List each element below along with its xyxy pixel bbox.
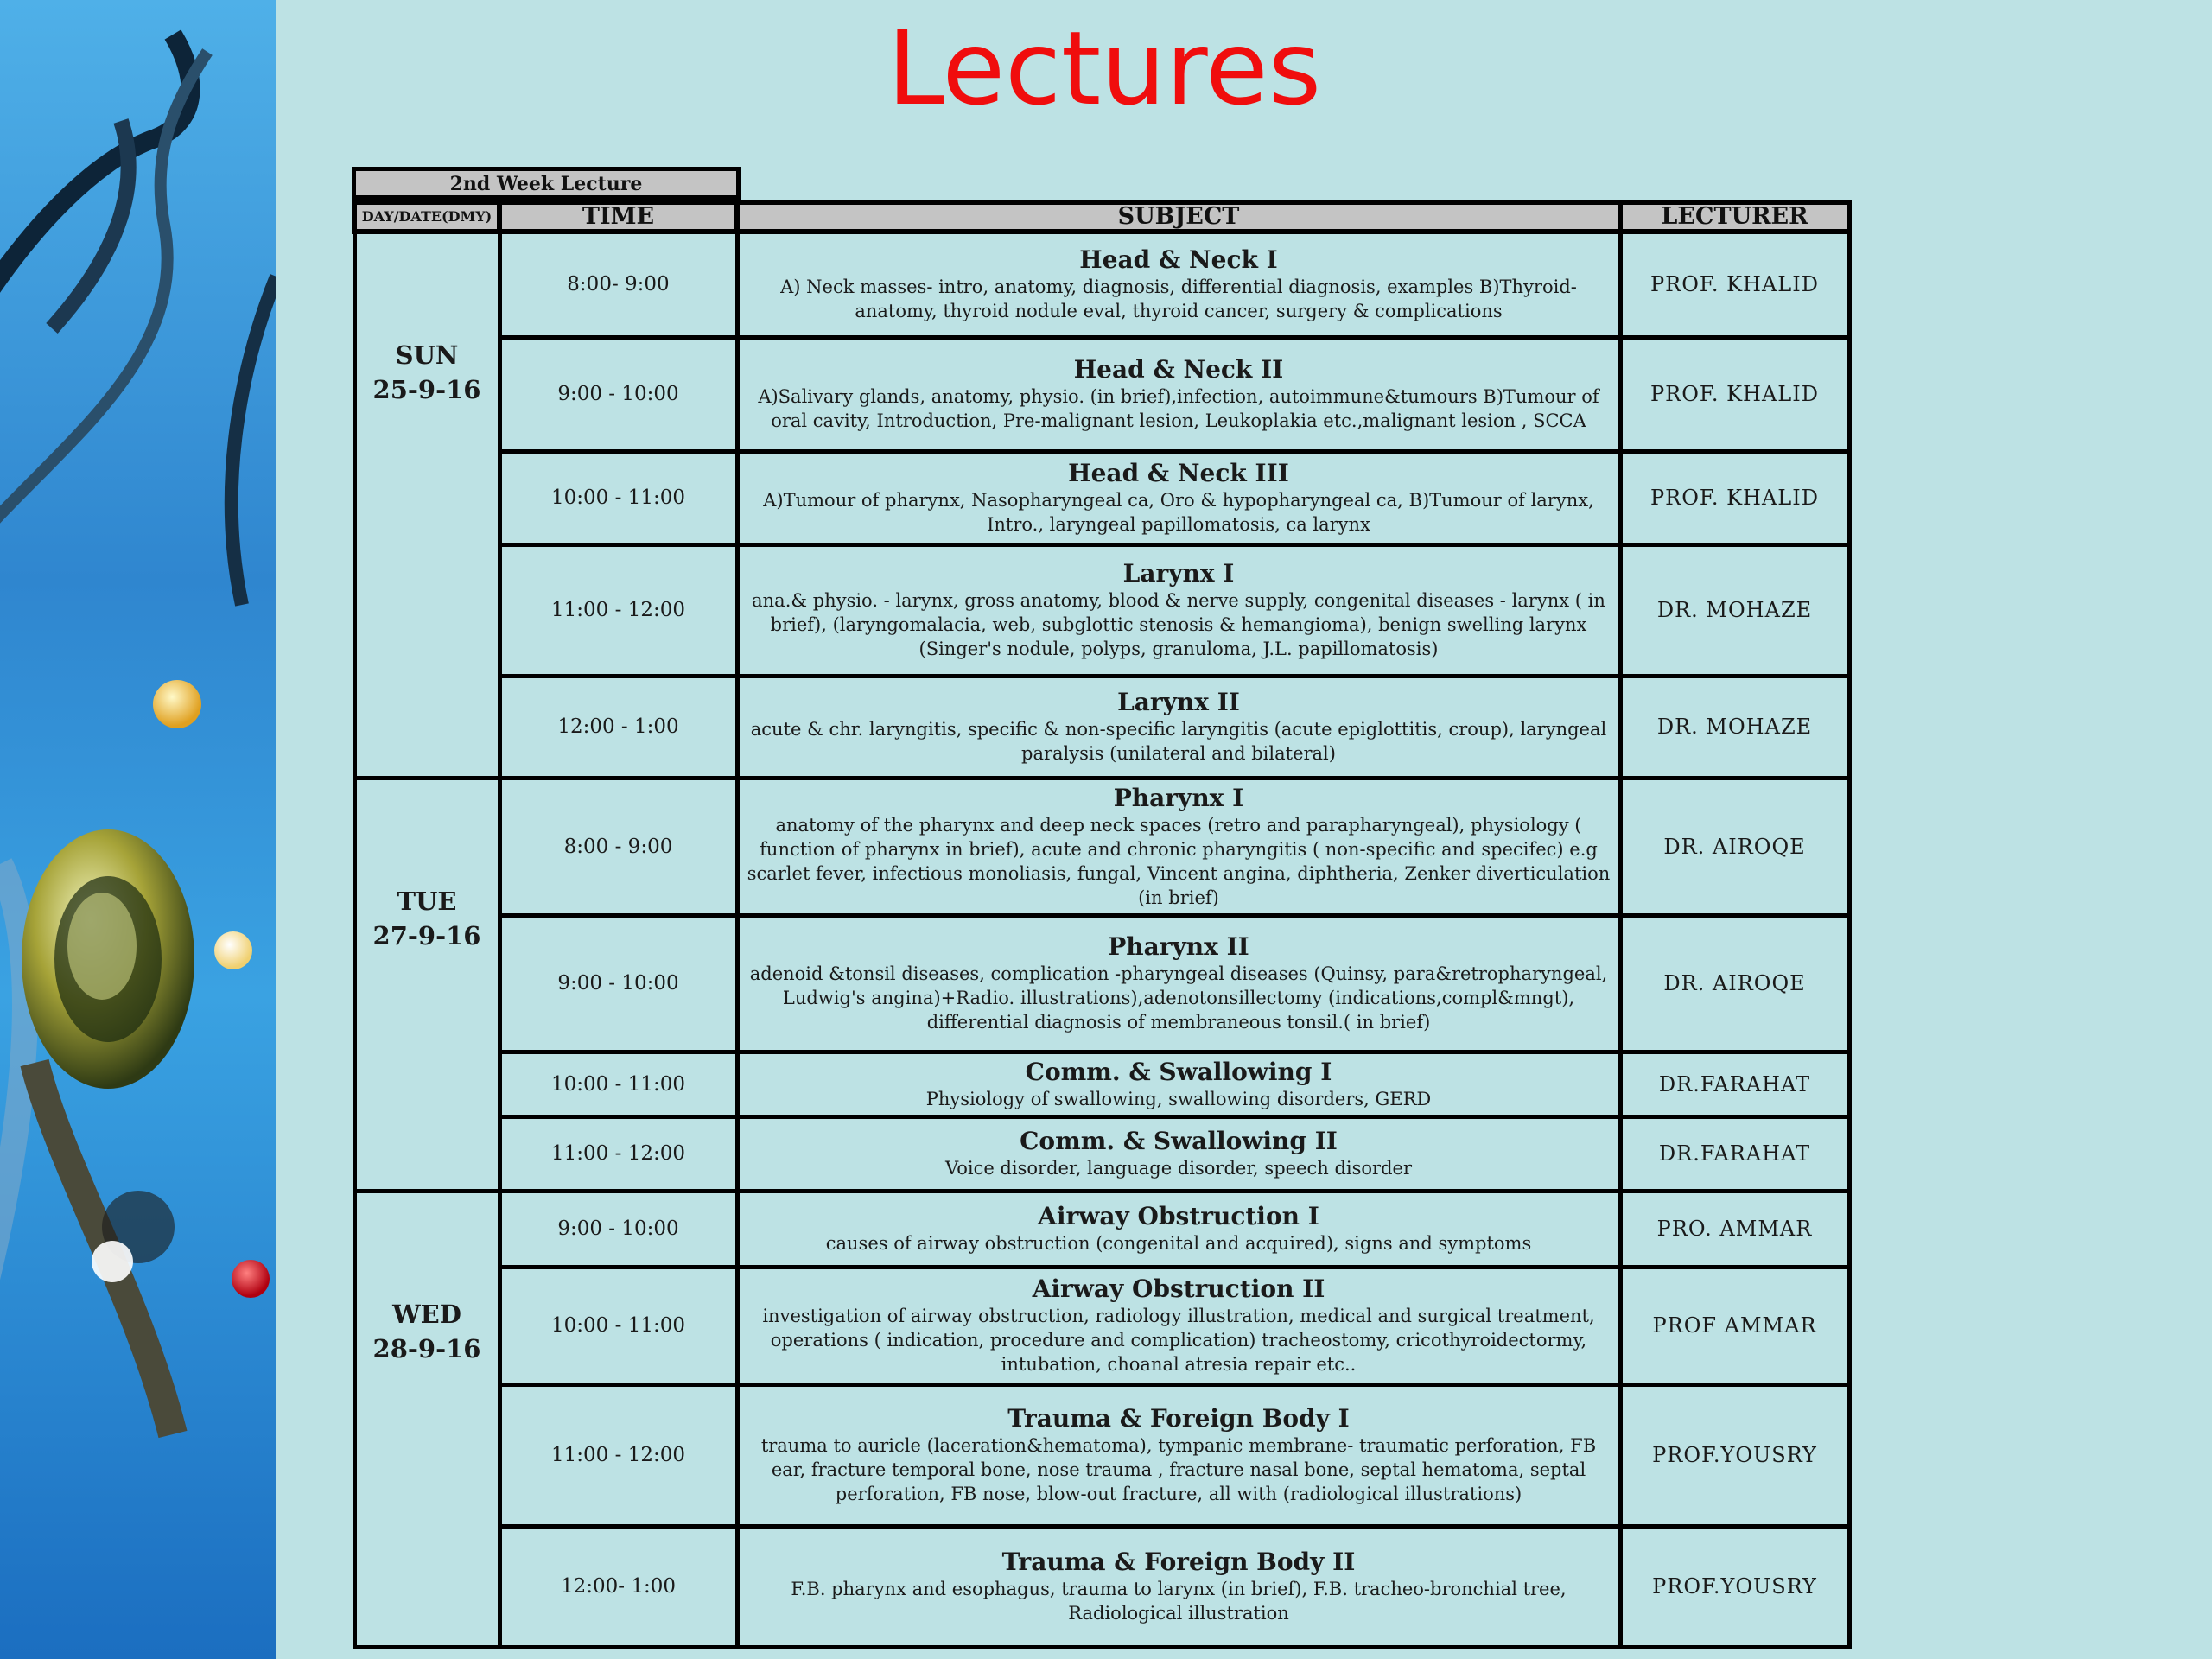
table-row <box>354 337 1849 451</box>
table-row <box>354 1384 1849 1526</box>
time-cell: 9:00 - 10:00 <box>499 1191 737 1267</box>
subject-title: Comm. & Swallowing I <box>1025 1057 1332 1086</box>
subject-cell <box>737 1052 1620 1116</box>
day-date: 28-9-16 <box>372 1333 481 1363</box>
day-name: TUE <box>397 886 457 916</box>
time-cell: 8:00- 9:00 <box>499 232 737 337</box>
subject-title: Airway Obstruction I <box>1038 1202 1319 1230</box>
lecturer-cell: PROF.YOUSRY <box>1620 1384 1849 1526</box>
day-name: WED <box>392 1299 461 1329</box>
lecturer-cell: DR. AIROQE <box>1620 915 1849 1052</box>
table-row <box>354 676 1849 778</box>
time-cell: 8:00 - 9:00 <box>499 778 737 915</box>
day-date-cell <box>354 778 499 1191</box>
subject-description: investigation of airway obstruction, radiology illustration, medical and surgical treatment, operations ( indication, procedure and complication) tracheostomy, cricothyroidectormy, intubation, choanal atresia repair etc.. <box>762 1306 1595 1375</box>
lecturer-cell: DR.FARAHAT <box>1620 1116 1849 1191</box>
subject-description: Physiology of swallowing, swallowing disorders, GERD <box>925 1088 1432 1109</box>
table-header-row <box>354 202 1849 232</box>
subject-cell <box>737 1526 1620 1647</box>
table-row <box>354 1191 1849 1267</box>
lecturer-cell: PROF AMMAR <box>1620 1267 1849 1384</box>
table-row <box>354 232 1849 337</box>
time-cell: 11:00 - 12:00 <box>499 1116 737 1191</box>
column-header-lecturer: LECTURER <box>1620 202 1849 232</box>
subject-title: Airway Obstruction II <box>1032 1274 1325 1303</box>
time-cell: 10:00 - 11:00 <box>499 1267 737 1384</box>
subject-title: Larynx II <box>1117 688 1240 716</box>
column-header-time: TIME <box>499 202 737 232</box>
subject-cell <box>737 1267 1620 1384</box>
lecturer-cell: PROF. KHALID <box>1620 337 1849 451</box>
lecturer-cell: DR. MOHAZE <box>1620 676 1849 778</box>
table-row <box>354 915 1849 1052</box>
table-row <box>354 1526 1849 1647</box>
subject-cell <box>737 544 1620 676</box>
subject-title: Trauma & Foreign Body I <box>1007 1404 1350 1433</box>
table-row <box>354 778 1849 915</box>
stethoscope-icon <box>0 0 276 1659</box>
time-cell: 11:00 - 12:00 <box>499 1384 737 1526</box>
table-row <box>354 544 1849 676</box>
day-date: 27-9-16 <box>372 920 481 950</box>
time-cell: 10:00 - 11:00 <box>499 1052 737 1116</box>
page-title: Lectures <box>887 9 1322 128</box>
lecturer-cell: PRO. AMMAR <box>1620 1191 1849 1267</box>
subject-title: Head & Neck I <box>1079 245 1278 275</box>
subject-cell <box>737 1191 1620 1267</box>
subject-description: A) Neck masses- intro, anatomy, diagnosis, differential diagnosis, examples B)Thyroid- anatomy, thyroid nodule eval, thyroid cancer, surgery & complications <box>780 276 1577 322</box>
table-row <box>354 1052 1849 1116</box>
time-cell: 12:00- 1:00 <box>499 1526 737 1647</box>
subject-title: Comm. & Swallowing II <box>1020 1127 1338 1155</box>
time-cell: 9:00 - 10:00 <box>499 337 737 451</box>
lecturer-cell: DR. MOHAZE <box>1620 544 1849 676</box>
table-row <box>354 451 1849 544</box>
subject-description: A)Salivary glands, anatomy, physio. (in brief),infection, autoimmune&tumours B)Tumour of oral cavity, Introduction, Pre-malignant lesion, Leukoplakia etc.,malignant lesion , SCCA <box>758 386 1599 431</box>
lecturer-cell: PROF. KHALID <box>1620 451 1849 544</box>
subject-description: F.B. pharynx and esophagus, trauma to larynx (in brief), F.B. tracheo-bronchial tree, Radiological illustration <box>791 1579 1567 1624</box>
subject-title: Larynx I <box>1122 559 1235 588</box>
subject-cell <box>737 676 1620 778</box>
subject-description: A)Tumour of pharynx, Nasopharyngeal ca, Oro & hypopharyngeal ca, B)Tumour of larynx, Intro., laryngeal papillomatosis, ca larynx <box>763 490 1594 535</box>
day-date-cell <box>354 232 499 778</box>
lecturer-cell: PROF.YOUSRY <box>1620 1526 1849 1647</box>
subject-description: anatomy of the pharynx and deep neck spaces (retro and parapharyngeal), physiology ( function of pharynx in brief), acute and chronic pharyngitis ( non-specific and specifec) e.g scarlet fever, infectious monoliasis, fungal, Vincent angina, diphtheria, Zenker diverticulation (in brief) <box>747 814 1611 908</box>
subject-title: Head & Neck II <box>1073 355 1284 384</box>
subject-title: Head & Neck III <box>1068 459 1289 487</box>
subject-cell <box>737 1384 1620 1526</box>
time-cell: 9:00 - 10:00 <box>499 915 737 1052</box>
subject-description: ana.& physio. - larynx, gross anatomy, blood & nerve supply, congenital diseases - larynx ( in brief), (laryngomalacia, web, subglottic stenosis & hemangioma), benign swelling larynx (Singer's nodule, polyps, granuloma, J.L. papillomatosis) <box>752 590 1605 659</box>
subject-title: Pharynx II <box>1108 932 1249 961</box>
subject-title: Pharynx I <box>1113 783 1244 812</box>
lecturer-cell: DR. AIROQE <box>1620 778 1849 915</box>
subject-description: causes of airway obstruction (congenital and acquired), signs and symptoms <box>825 1233 1532 1254</box>
time-cell: 12:00 - 1:00 <box>499 676 737 778</box>
time-cell: 10:00 - 11:00 <box>499 451 737 544</box>
subject-cell <box>737 451 1620 544</box>
subject-cell <box>737 778 1620 915</box>
table-row <box>354 1116 1849 1191</box>
subject-description: acute & chr. laryngitis, specific & non-specific laryngitis (acute epiglottitis, croup), laryngeal paralysis (unilateral and bilateral) <box>750 719 1607 764</box>
day-date-cell <box>354 1191 499 1647</box>
subject-description: trauma to auricle (laceration&hematoma), tympanic membrane- traumatic perforation, FB ear, fracture temporal bone, nose trauma , fracture nasal bone, septal hematoma, septal perforation, FB nose, blow-out fracture, all with (radiological illustrations) <box>760 1435 1597 1504</box>
decorative-stethoscope-panel <box>0 0 276 1659</box>
subject-cell <box>737 915 1620 1052</box>
schedule-body <box>354 232 1849 1647</box>
column-header-day: DAY/DATE(DMY) <box>354 202 499 232</box>
day-date: 25-9-16 <box>372 375 481 404</box>
time-cell: 11:00 - 12:00 <box>499 544 737 676</box>
lecturer-cell: DR.FARAHAT <box>1620 1052 1849 1116</box>
column-header-subject: SUBJECT <box>737 202 1620 232</box>
subject-cell <box>737 337 1620 451</box>
table-row <box>354 1267 1849 1384</box>
subject-cell <box>737 1116 1620 1191</box>
lecture-schedule-table <box>352 200 1852 1649</box>
subject-description: adenoid &tonsil diseases, complication -pharyngeal diseases (Quinsy, para&retropharyngeal, Ludwig's angina)+Radio. illustrations),adenotonsillectomy (indications,compl&mngt), differential diagnosis of membraneous tonsil.( in brief) <box>749 963 1608 1033</box>
subject-title: Trauma & Foreign Body II <box>1001 1548 1356 1576</box>
subject-description: Voice disorder, language disorder, speech disorder <box>945 1158 1412 1179</box>
day-name: SUN <box>395 340 459 370</box>
lecturer-cell: PROF. KHALID <box>1620 232 1849 337</box>
subject-cell <box>737 232 1620 337</box>
week-label: 2nd Week Lecture <box>352 167 741 200</box>
